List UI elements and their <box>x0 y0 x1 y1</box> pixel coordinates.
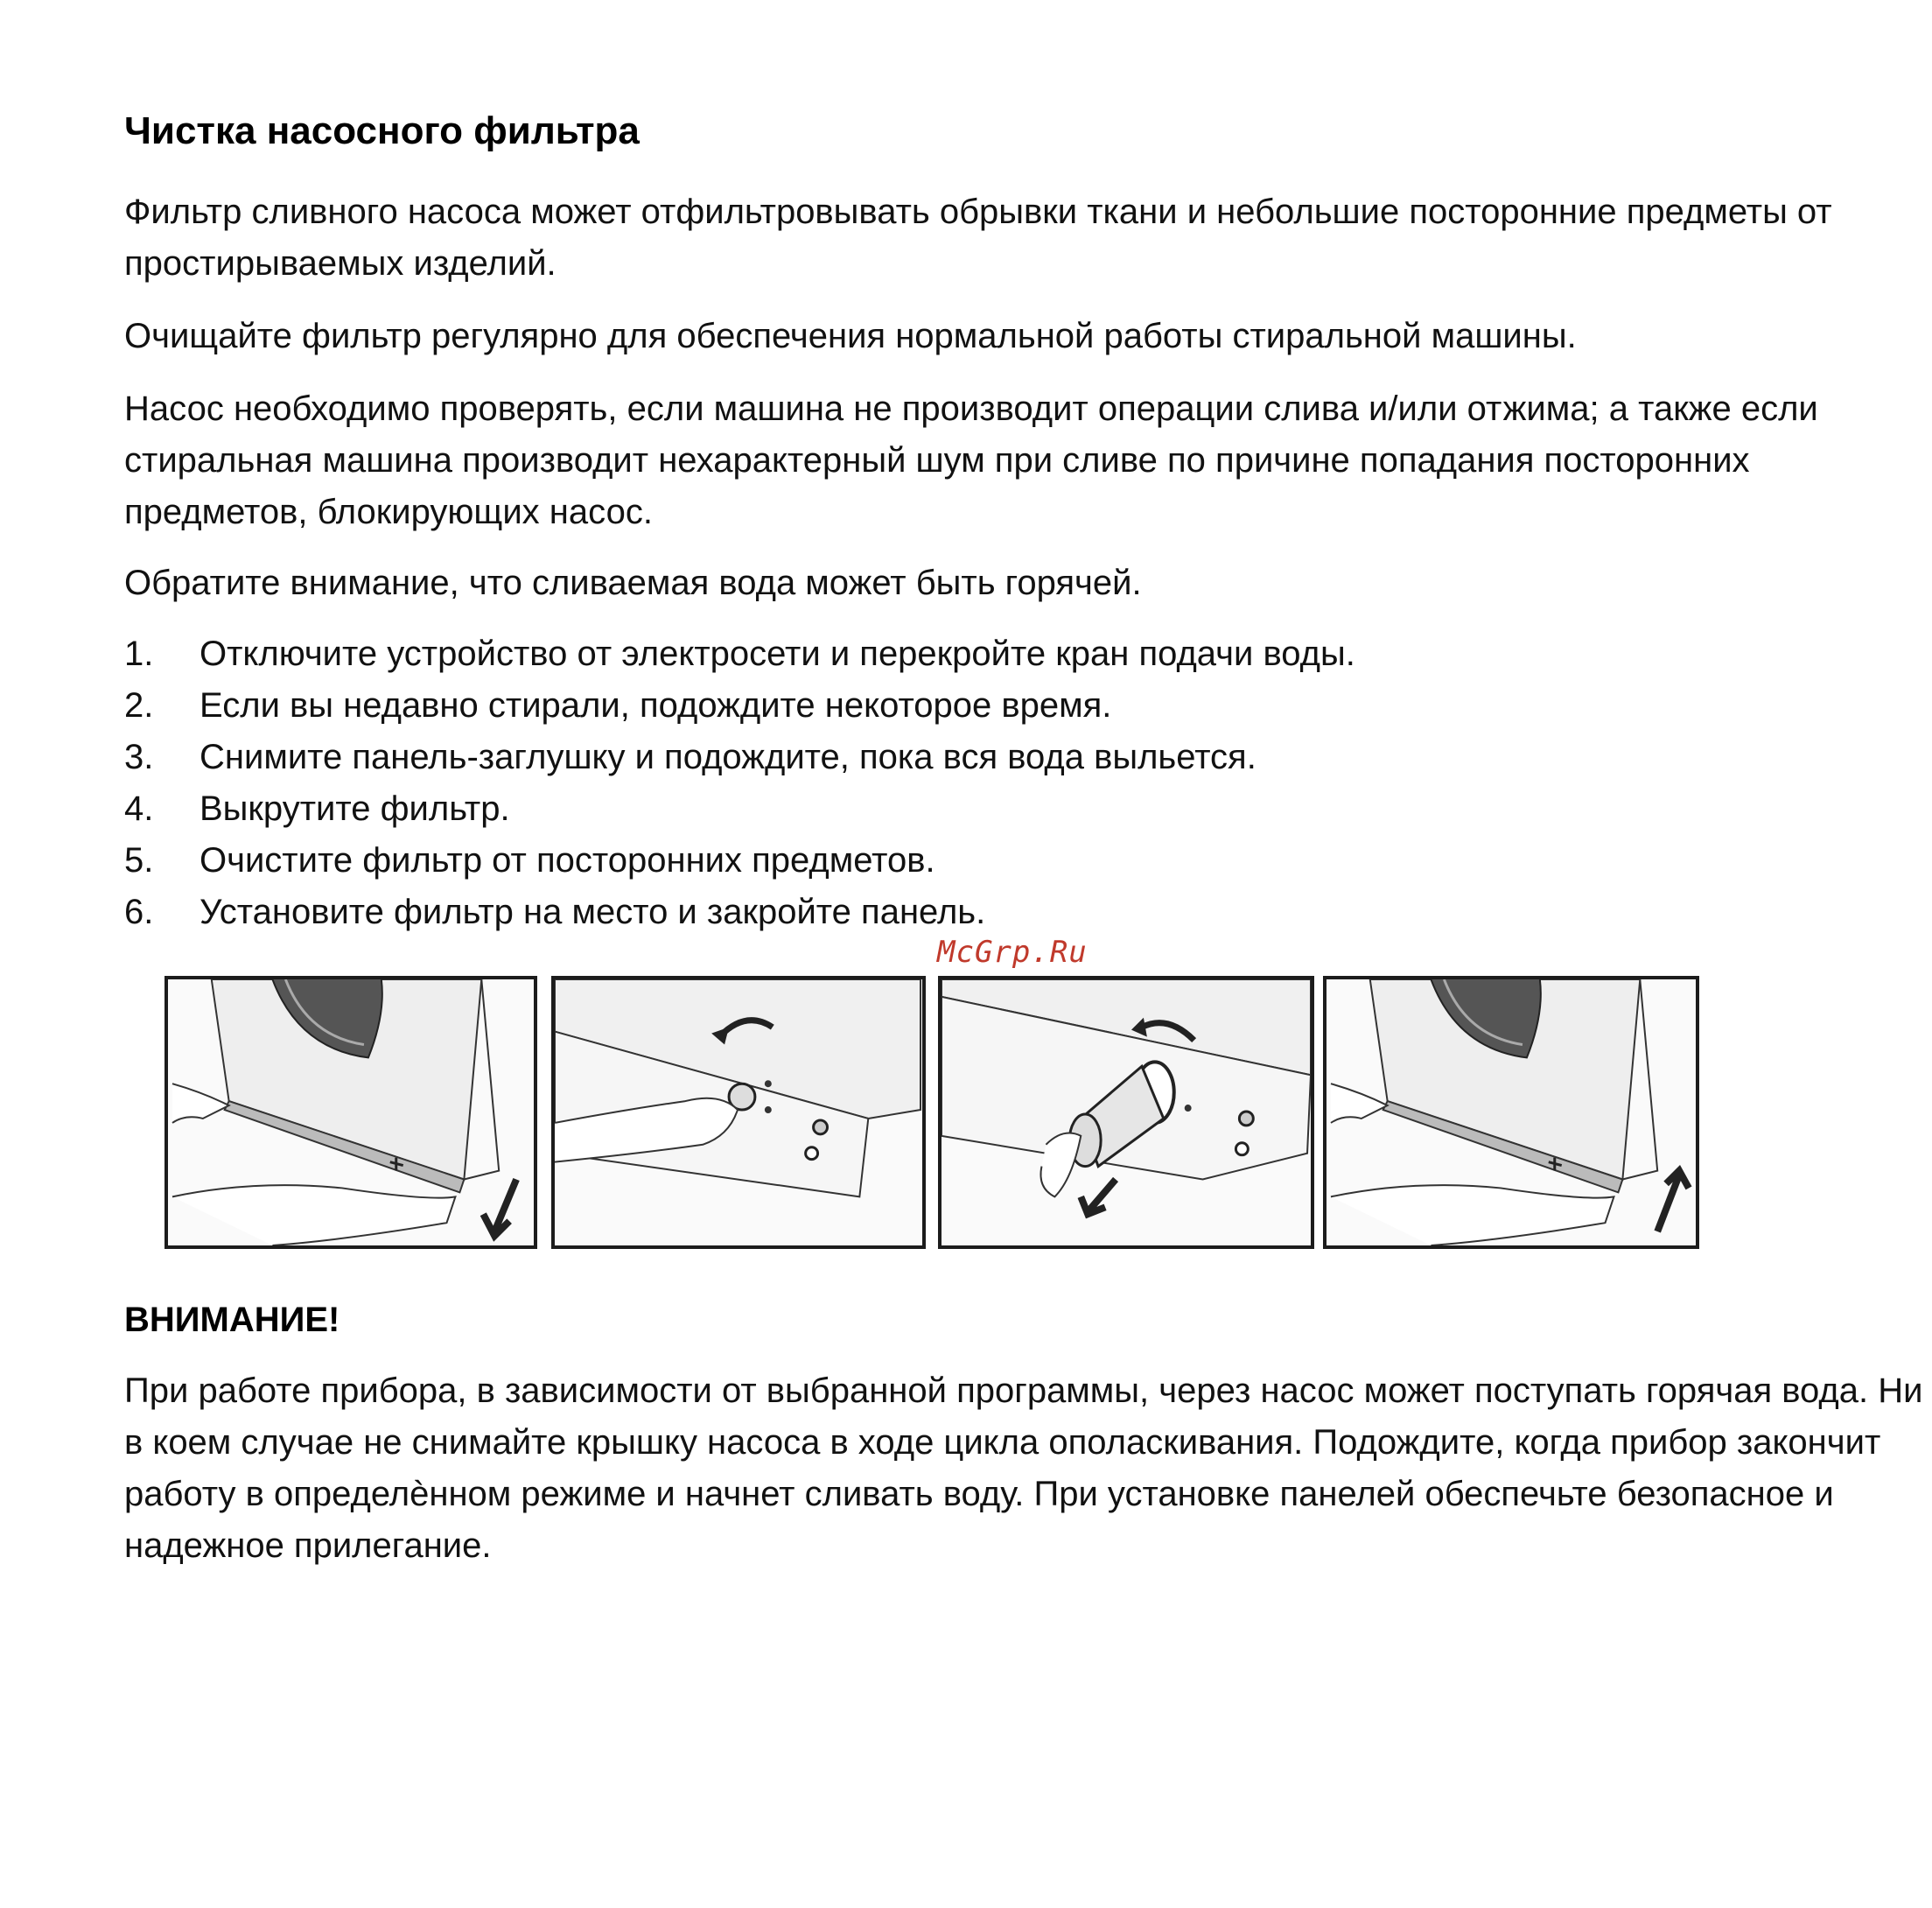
step-text: Отключите устройство от электросети и перекройте кран подачи воды. <box>200 635 1355 673</box>
step-number: 3. <box>124 738 154 776</box>
regular-cleaning-paragraph: Очищайте фильтр регулярно для обеспечения нормальной работы стиральной машины. <box>124 317 1577 355</box>
unscrew-filter-illustration-icon <box>551 976 926 1249</box>
list-item <box>124 783 1355 835</box>
hot-water-note: Обратите внимание, что сливаемая вода может быть горячей. <box>124 564 1142 602</box>
warning-text: При работе прибора, в зависимости от выбранной программы, через насос может поступать горячая вода. Ни в коем случае не снимайте крышку насоса в ходе цикла ополаскивания. Подождите, когда прибор закончит работу в определѐнном режиме и начнет сливать воду. При установке панелей обеспечьте безопасное и надежное прилегание. <box>124 1371 1923 1565</box>
intro-paragraph: Фильтр сливного насоса может отфильтровывать обрывки ткани и небольшие посторонние предметы от простирываемых изделий. <box>124 193 1832 283</box>
warning-heading: ВНИМАНИЕ! <box>124 1301 340 1339</box>
steps-list <box>124 628 1355 938</box>
step-number: 2. <box>124 686 154 725</box>
step-text: Выкрутите фильтр. <box>200 789 510 828</box>
list-item <box>124 628 1355 680</box>
step-number: 1. <box>124 635 154 673</box>
pull-out-filter-illustration-icon <box>938 976 1314 1249</box>
list-item <box>124 732 1355 783</box>
step-number: 6. <box>124 893 154 931</box>
remove-panel-illustration-icon <box>164 976 537 1249</box>
list-item <box>124 887 1355 938</box>
install-panel-illustration-icon <box>1323 976 1699 1249</box>
watermark: McGrp.Ru <box>937 935 1088 970</box>
pump-check-paragraph: Насос необходимо проверять, если машина не производит операции слива и/или отжима; а также если стиральная машина производит нехарактерный шум при сливе по причине попадания посторонних предметов, блокирующих насос. <box>124 389 1818 531</box>
step-text: Если вы недавно стирали, подождите некоторое время. <box>200 686 1112 725</box>
step-number: 5. <box>124 841 154 880</box>
list-item <box>124 835 1355 887</box>
step-number: 4. <box>124 789 154 828</box>
page-title: Чистка насосного фильтра <box>124 109 640 152</box>
step-text: Очистите фильтр от посторонних предметов. <box>200 841 935 880</box>
step-text: Снимите панель-заглушку и подождите, пока вся вода выльется. <box>200 738 1256 776</box>
step-text: Установите фильтр на место и закройте панель. <box>200 893 986 931</box>
list-item <box>124 680 1355 732</box>
illustration-strip <box>164 976 1827 1256</box>
